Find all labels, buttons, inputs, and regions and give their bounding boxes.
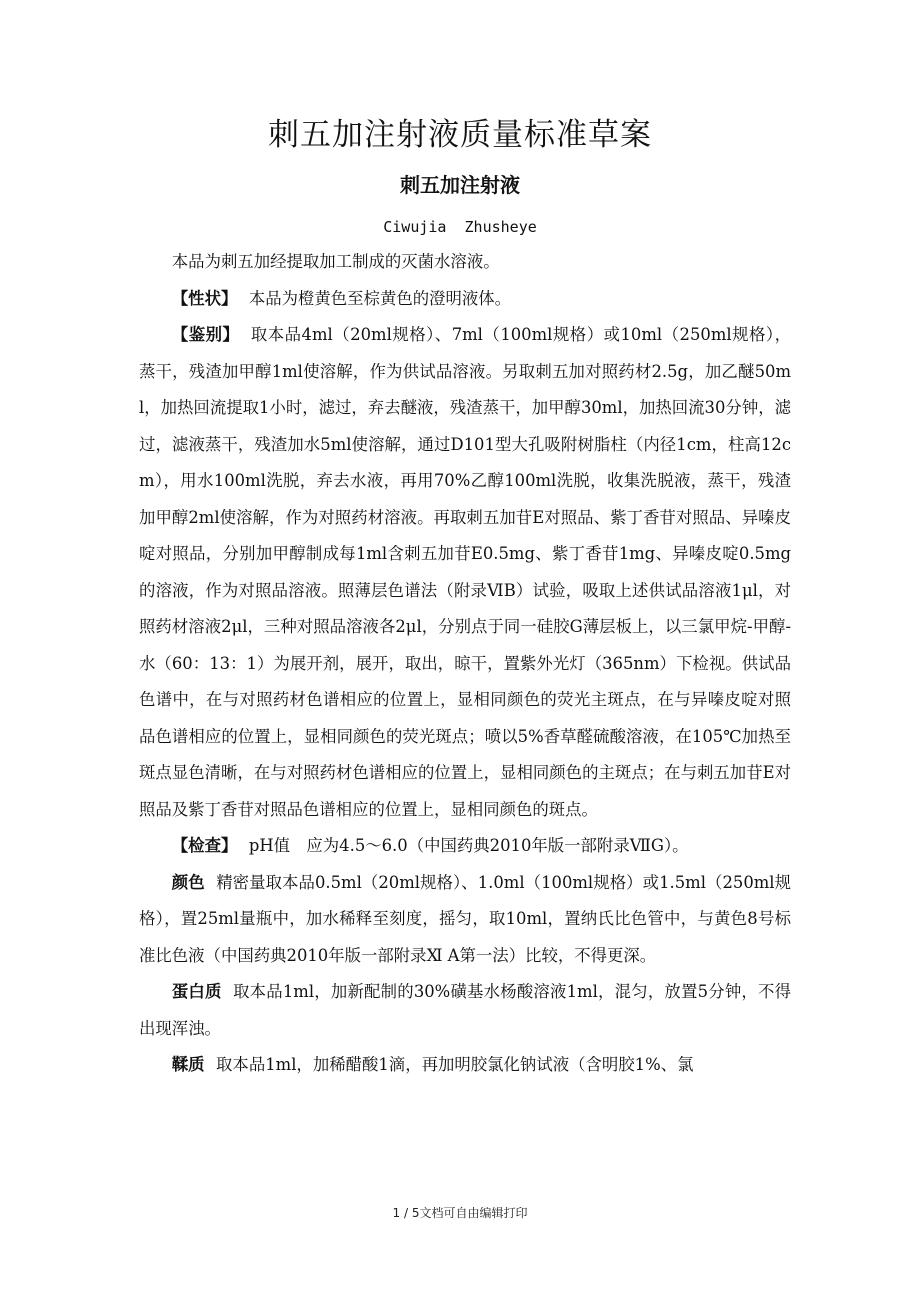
page-footer: 1 / 5文档可自由编辑打印 [392, 1206, 528, 1220]
section-inspection [139, 828, 791, 865]
section-heading: 鞣质 [171, 1055, 205, 1074]
section-identification [139, 317, 791, 828]
section-color [139, 865, 791, 975]
section-text: pH值 应为4.5～6.0（中国药典2010年版一部附录ⅦG）。 [248, 836, 689, 855]
section-text: 精密量取本品0.5ml（20ml规格）、1.0ml（100ml规格）或1.5ml（250ml规格），置25ml量瓶中，加水稀释至刻度，摇匀，取10ml，置纳氏比色管中，与黄色8号标准比色液（中国药典2010年版一部附录Ⅺ A第一法）比较，不得更深。 [139, 872, 792, 965]
section-text: 取本品1ml，加新配制的30%磺基水杨酸溶液1ml，混匀，放置5分钟，不得出现浑浊。 [139, 982, 791, 1038]
document-body [139, 244, 791, 1084]
section-text: 本品为橙黄色至棕黄色的澄明液体。 [248, 288, 512, 308]
section-heading: 【性状】 [171, 288, 238, 308]
document-title: 刺五加注射液质量标准草案 [268, 117, 652, 153]
section-heading: 颜色 [171, 872, 205, 892]
section-text: 取本品1ml，加稀醋酸1滴，再加明胶氯化钠试液（含明胶1%、氯 [216, 1055, 694, 1074]
drug-name: 刺五加注射液 [400, 173, 520, 197]
section-text: 取本品4ml（20ml规格）、7ml（100ml规格）或10ml（250ml规格），蒸干，残渣加甲醇1ml使溶解，作为供试品溶液。另取刺五加对照药材2.5g，加乙醚50ml，加热回流提取1小时，滤过，弃去醚液，残渣蒸干，加甲醇30ml，加热回流30分钟，滤过，滤液蒸干，残渣加水5ml使溶解，通过D101型大孔吸附树脂柱（内径1cm，柱高12cm），用水100ml洗脱，弃去水液，再用70%乙醇100ml洗脱，收集洗脱液，蒸干，残渣加甲醇2ml使溶解，作为对照药材溶液。再取刺五加苷E对照品、紫丁香苷对照品、异嗪皮啶对照品，分别加甲醇制成每1ml含刺五加苷E0.5mg、紫丁香苷1mg、异嗪皮啶0.5mg的溶液，作为对照品溶液。照薄层色谱法（附录ⅥB）试验，吸取上述供试品溶液1μl，对照药材溶液2μl，三种对照品溶液各2μl，分别点于同一硅胶G薄层板上，以三氯甲烷-甲醇-水（60：13：1）为展开剂，展开，取出，晾干，置紫外光灯（365nm）下检视。供试品色谱中，在与对照药材色谱相应的位置上，显相同颜色的荧光主斑点，在与异嗪皮啶对照品色谱相应的位置上，显相同颜色的荧光斑点；喷以5%香草醛硫酸溶液，在105℃加热至斑点显色清晰，在与对照药材色谱相应的位置上，显相同颜色的主斑点；在与刺五加苷E对照品及紫丁香苷对照品色谱相应的位置上，显相同颜色的斑点。 [139, 325, 791, 819]
section-heading: 【检查】 [171, 836, 238, 855]
section-heading: 蛋白质 [171, 982, 222, 1001]
drug-name-pinyin: Ciwujia Zhusheye [383, 218, 537, 236]
section-protein [139, 974, 791, 1047]
intro-paragraph: 本品为刺五加经提取加工制成的灭菌水溶液。 [171, 252, 500, 271]
section-tannin [139, 1047, 791, 1084]
section-appearance [139, 281, 791, 318]
section-heading: 【鉴别】 [171, 325, 240, 344]
